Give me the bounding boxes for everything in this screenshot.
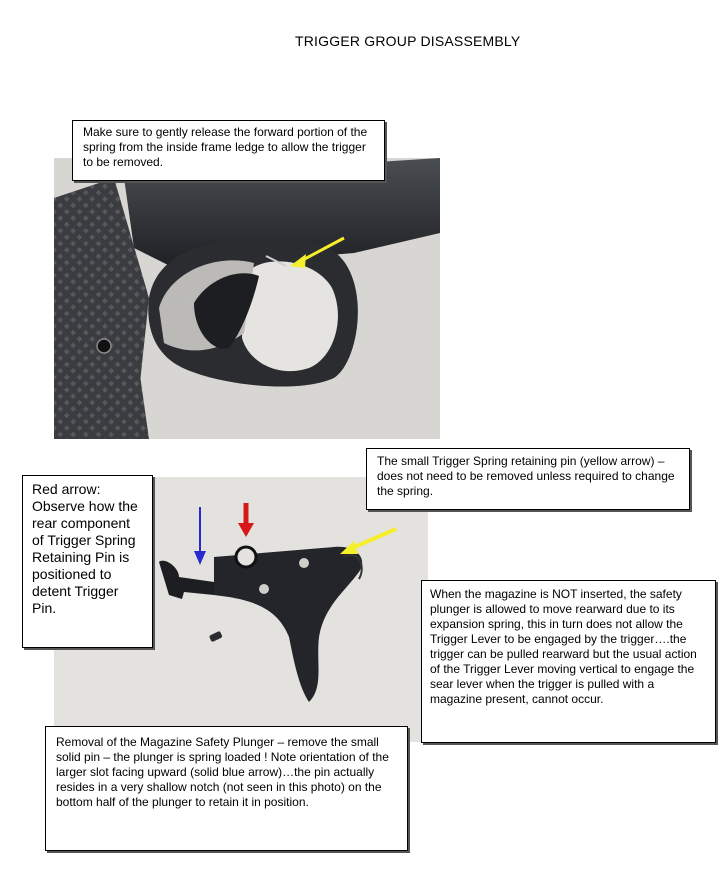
callout-plunger-removal-text: Removal of the Magazine Safety Plunger – remove the small solid pin – the plunger is spring loaded ! Note orientation of the larger slot facing upward (solid blue arrow)…the pin actually resides in a very shallow notch (not seen in this photo) on the bottom half of the plunger to retain it in position. (56, 735, 389, 809)
callout-plunger-removal (45, 726, 408, 851)
frame-photo (54, 158, 440, 439)
callout-retaining-pin (366, 448, 690, 510)
trigger-hole (259, 584, 269, 594)
trigger-pin-hole (236, 547, 256, 567)
trigger-hole-2 (299, 558, 309, 568)
callout-magazine-not-inserted-text: When the magazine is NOT inserted, the safety plunger is allowed to move rearward due to its expansion spring, this in turn does not allow the Trigger Lever to be engaged by the trigger….the trigger can be pulled rearward but the usual action of the Trigger Lever moving vertical to engage the sear lever when the trigger is pulled with a magazine present, cannot occur. (430, 587, 697, 706)
callout-red-arrow (22, 475, 153, 648)
page-title: TRIGGER GROUP DISASSEMBLY (295, 33, 521, 49)
pin-hole (182, 294, 192, 304)
callout-retaining-pin-text: The small Trigger Spring retaining pin (yellow arrow) – does not need to be removed unless required to change the spring. (377, 454, 675, 498)
callout-magazine-not-inserted (421, 580, 716, 743)
callout-release-spring (72, 120, 385, 181)
callout-red-arrow-text: Red arrow: Observe how the rear component of Trigger Spring Retaining Pin is positioned to detent Trigger Pin. (32, 481, 138, 616)
pin-head (97, 339, 111, 353)
callout-release-spring-text: Make sure to gently release the forward portion of the spring from the inside frame ledge to allow the trigger to be removed. (83, 125, 368, 169)
